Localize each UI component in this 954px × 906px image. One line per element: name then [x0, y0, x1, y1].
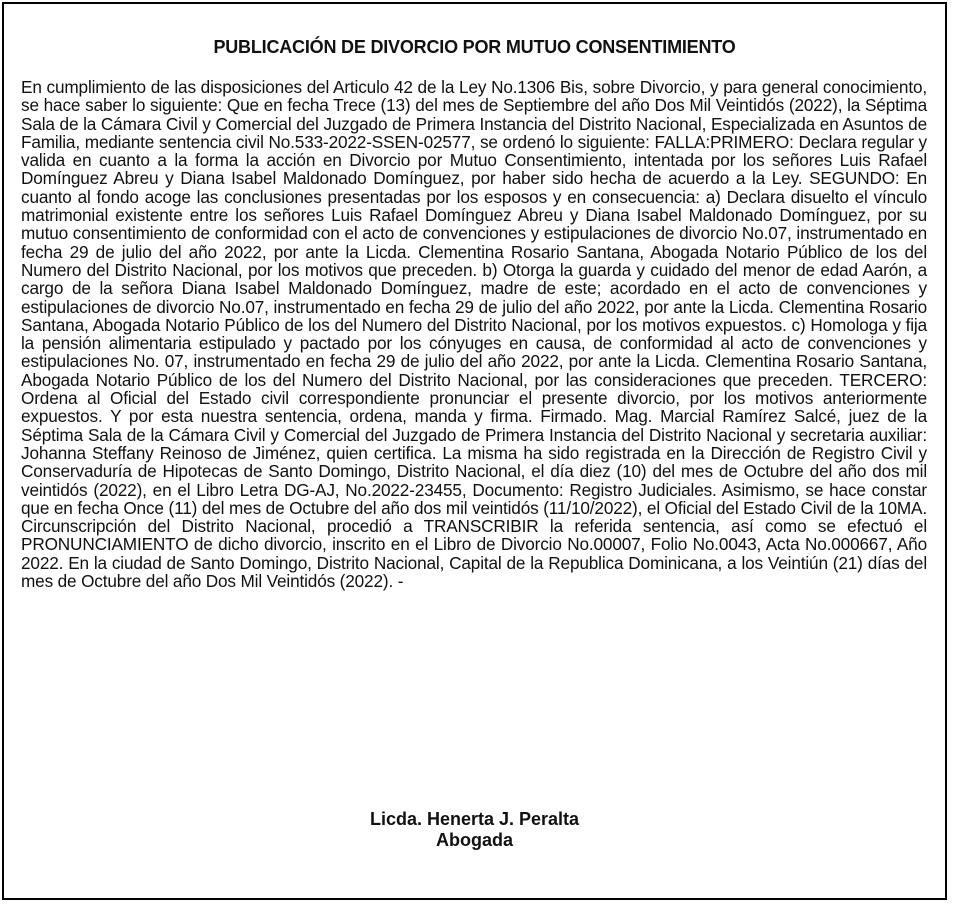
signatory-role: Abogada — [435, 830, 513, 850]
signature-block — [4, 809, 945, 851]
legal-notice-box — [2, 2, 947, 900]
notice-title: PUBLICACIÓN DE DIVORCIO POR MUTUO CONSENTIMIENTO — [213, 37, 736, 57]
notice-body: En cumplimiento de las disposiciones del Articulo 42 de la Ley No.1306 Bis, sobre Divorcio, y para general conocimiento, se hace saber lo siguiente: Que en fecha Trece (13) del mes de Septiembre del año Dos Mil Veintidós (2022), la Séptima Sala de la Cámara Civil y Comercial del Juzgado de Primera Instancia del Distrito Nacional, Especializada en Asuntos de Familia, mediante sentencia civil No.533-2022-SSEN-02577, se ordenó lo siguiente: FALLA:PRIMERO: Declara regular y valida en cuanto a la forma la acción en Divorcio por Mutuo Consentimiento, intentada por los señores Luis Rafael Domínguez Abreu y Diana Isabel Maldonado Domínguez, por haber sido hecha de acuerdo a la Ley. SEGUNDO: En cuanto al fondo acoge las conclusiones presentadas por los esposos y en consecuencia: a) Declara disuelto el vínculo matrimonial existente entre los señores Luis Rafael Domínguez Abreu y Diana Isabel Maldonado Domínguez, por su mutuo consentimiento de conformidad con el acto de convenciones y estipulaciones de divorcio No.07, instrumentado en fecha 29 de julio del año 2022, por ante la Licda. Clementina Rosario Santana, Abogada Notario Público de los del Numero del Distrito Nacional, por los motivos que preceden. b) Otorga la guarda y cuidado del menor de edad Aarón, a cargo de la señora Diana Isabel Maldonado Domínguez, madre de este; acordado en el acto de convenciones y estipulaciones de divorcio No.07, instrumentado en fecha 29 de julio del año 2022, por ante la Licda. Clementina Rosario Santana, Abogada Notario Público de los del Numero del Distrito Nacional, por los motivos expuestos. c) Homologa y fija la pensión alimentaria estipulado y pactado por los cónyuges en causa, de conformidad al acto de convenciones y estipulaciones No. 07, instrumentado en fecha 29 de julio del año 2022, por ante la Licda. Clementina Rosario Santana, Abogada Notario Público de los del Numero del Distrito Nacional, por las consideraciones que preceden. TERCERO: Ordena al Oficial del Estado civil correspondiente pronunciar el presente divorcio, por los motivos anteriormente expuestos. Y por esta nuestra sentencia, ordena, manda y firma. Firmado. Mag. Marcial Ramírez Salcé, juez de la Séptima Sala de la Cámara Civil y Comercial del Juzgado de Primera Instancia del Distrito Nacional y secretaria auxiliar: Johanna Steffany Reinoso de Jiménez, quien certifica. La misma ha sido registrada en la Dirección de Registro Civil y Conservaduría de Hipotecas de Santo Domingo, Distrito Nacional, el día diez (10) del mes de Octubre del año dos mil veintidós (2022), en el Libro Letra DG-AJ, No.2022-23455, Documento: Registro Judiciales. Asimismo, se hace constar que en fecha Once (11) del mes de Octubre del año dos mil veintidós (11/10/2022), el Oficial del Estado Civil de la 10MA. Circunscripción del Distrito Nacional, procedió a TRANSCRIBIR la referida sentencia, así como se efectuó el PRONUNCIAMIENTO de dicho divorcio, inscrito en el Libro de Divorcio No.00007, Folio No.0043, Acta No.000667, Año 2022. En la ciudad de Santo Domingo, Distrito Nacional, Capital de la Republica Dominicana, a los Veintiún (21) días del mes de Octubre del año Dos Mil Veintidós (2022). - — [21, 77, 927, 592]
signatory-name: Licda. Henerta J. Peralta — [369, 809, 580, 829]
